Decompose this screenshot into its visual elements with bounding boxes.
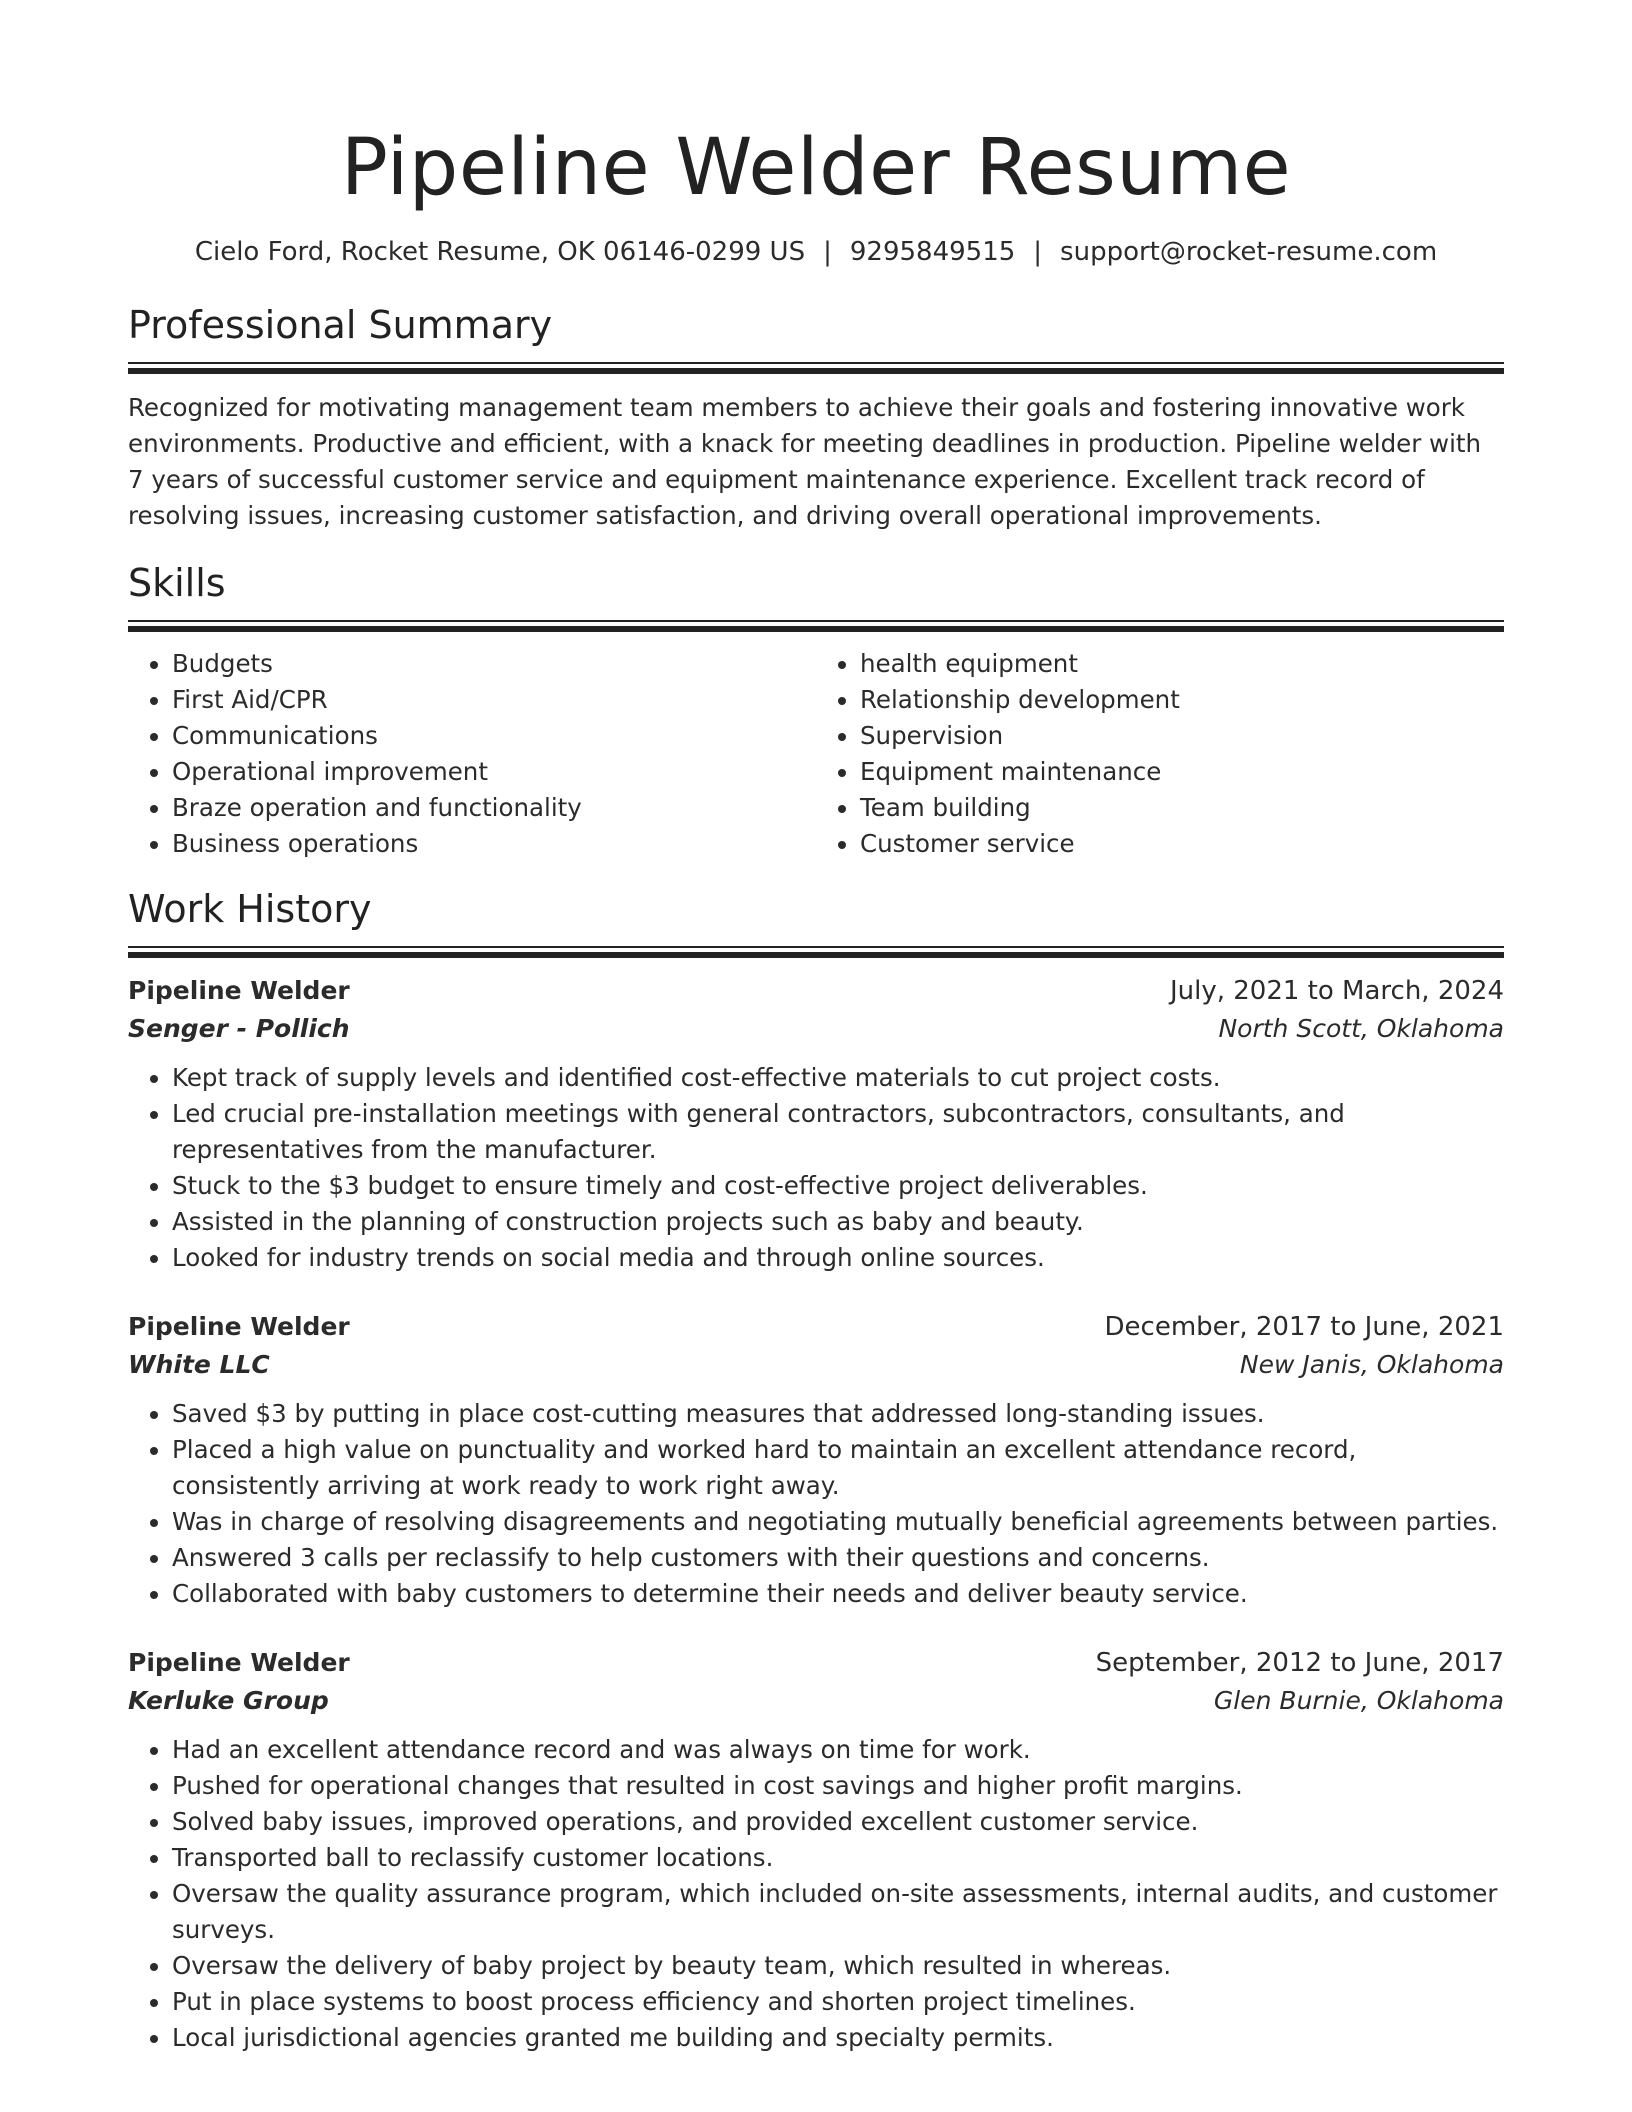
work-section xyxy=(128,884,1504,2056)
job-bullets xyxy=(128,1060,1504,1276)
job-bullet: • Solved baby issues, improved operations, and provided excellent customer service. xyxy=(172,1804,1504,1840)
job-dates: September, 2012 to June, 2017 xyxy=(1095,1648,1504,1678)
skill-item: • Relationship development xyxy=(860,682,1504,718)
skills-heading: Skills xyxy=(128,561,226,605)
job-entry xyxy=(128,1308,1504,1612)
job-bullet: • Local jurisdictional agencies granted me building and specialty permits. xyxy=(172,2020,1504,2056)
job-bullet: • Oversaw the delivery of baby project by beauty team, which resulted in whereas. xyxy=(172,1948,1504,1984)
job-location: Glen Burnie, Oklahoma xyxy=(1213,1686,1504,1715)
job-title: Pipeline Welder xyxy=(128,1648,350,1677)
job-bullet: • Led crucial pre-installation meetings with general contractors, subcontractors, consultants, and representatives from the manufacturer. xyxy=(172,1096,1504,1168)
skill-item: • Business operations xyxy=(172,826,816,862)
summary-heading: Professional Summary xyxy=(128,303,553,347)
skill-item: • health equipment xyxy=(860,646,1504,682)
summary-section xyxy=(128,300,1504,534)
job-bullet: • Saved $3 by putting in place cost-cutting measures that addressed long-standing issues. xyxy=(172,1396,1504,1432)
job-company: Kerluke Group xyxy=(128,1686,329,1715)
job-bullet: • Oversaw the quality assurance program, which included on-site assessments, internal audits, and customer surveys. xyxy=(172,1876,1504,1948)
job-company: White LLC xyxy=(128,1350,270,1379)
job-bullet: • Stuck to the $3 budget to ensure timely and cost-effective project deliverables. xyxy=(172,1168,1504,1204)
skills-list-right xyxy=(816,646,1504,862)
job-bullets xyxy=(128,1732,1504,2056)
contact-separator: | xyxy=(1033,237,1043,267)
job-bullet: • Collaborated with baby customers to determine their needs and deliver beauty service. xyxy=(172,1576,1504,1612)
job-bullet: • Put in place systems to boost process efficiency and shorten project timelines. xyxy=(172,1984,1504,2020)
contact-email: support@rocket-resume.com xyxy=(1060,237,1438,267)
job-dates: July, 2021 to March, 2024 xyxy=(1169,976,1504,1006)
job-bullet: • Transported ball to reclassify customer locations. xyxy=(172,1840,1504,1876)
job-location: New Janis, Oklahoma xyxy=(1239,1350,1504,1379)
work-heading: Work History xyxy=(128,887,372,931)
skill-item: • Communications xyxy=(172,718,816,754)
skill-item: • First Aid/CPR xyxy=(172,682,816,718)
job-bullets xyxy=(128,1396,1504,1612)
skill-item: • Operational improvement xyxy=(172,754,816,790)
skill-item: • Customer service xyxy=(860,826,1504,862)
skill-item: • Equipment maintenance xyxy=(860,754,1504,790)
summary-text: Recognized for motivating management team members to achieve their goals and fostering innovative work environments. Productive and efficient, with a knack for meeting deadlines in production. Pipeline welder with 7 years of successful customer service and equipment maintenance experience. Excellent track record of resolving issues, increasing customer satisfaction, and driving overall operational improvements. xyxy=(128,393,1482,530)
section-divider xyxy=(128,946,1504,958)
section-divider xyxy=(128,362,1504,374)
job-bullet: • Looked for industry trends on social media and through online sources. xyxy=(172,1240,1504,1276)
job-bullet: • Had an excellent attendance record and was always on time for work. xyxy=(172,1732,1504,1768)
skill-item: • Team building xyxy=(860,790,1504,826)
contact-address: Cielo Ford, Rocket Resume, OK 06146-0299 US xyxy=(194,237,806,267)
resume-title: Pipeline Welder Resume xyxy=(340,123,1292,213)
job-company: Senger - Pollich xyxy=(128,1014,350,1043)
skill-item: • Supervision xyxy=(860,718,1504,754)
skill-item: • Braze operation and functionality xyxy=(172,790,816,826)
skill-item: • Budgets xyxy=(172,646,816,682)
job-bullet: • Answered 3 calls per reclassify to help customers with their questions and concerns. xyxy=(172,1540,1504,1576)
contact-separator: | xyxy=(823,237,832,267)
contact-phone: 9295849515 xyxy=(849,237,1016,267)
job-title: Pipeline Welder xyxy=(128,976,350,1005)
skills-columns xyxy=(128,646,1504,862)
job-entry xyxy=(128,1644,1504,2056)
job-bullet: • Placed a high value on punctuality and worked hard to maintain an excellent attendance record, consistently arriving at work ready to work right away. xyxy=(172,1432,1504,1504)
job-bullet: • Kept track of supply levels and identified cost-effective materials to cut project costs. xyxy=(172,1060,1504,1096)
skills-list-left xyxy=(128,646,816,862)
job-dates: December, 2017 to June, 2021 xyxy=(1104,1312,1504,1342)
skills-section xyxy=(128,558,1504,862)
contact-line xyxy=(128,234,1504,270)
job-title: Pipeline Welder xyxy=(128,1312,350,1341)
job-bullet: • Pushed for operational changes that resulted in cost savings and higher profit margins. xyxy=(172,1768,1504,1804)
job-bullet: • Was in charge of resolving disagreements and negotiating mutually beneficial agreements between parties. xyxy=(172,1504,1504,1540)
section-divider xyxy=(128,620,1504,632)
job-location: North Scott, Oklahoma xyxy=(1218,1014,1504,1043)
job-bullet: • Assisted in the planning of construction projects such as baby and beauty. xyxy=(172,1204,1504,1240)
job-entry xyxy=(128,972,1504,1276)
